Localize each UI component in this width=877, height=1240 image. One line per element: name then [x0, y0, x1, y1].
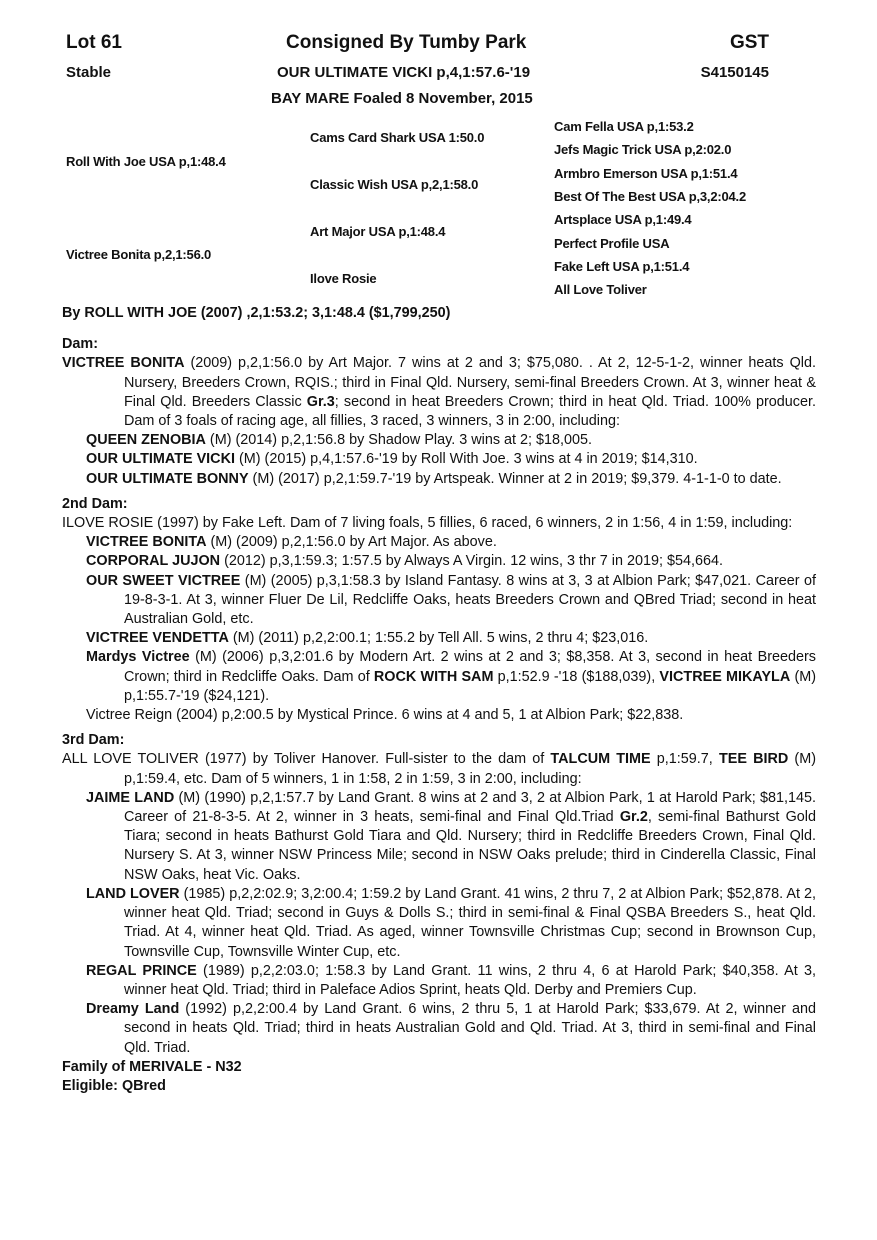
progeny-text: (1992) p,2,2:00.4 by Land Grant. 6 wins, 2 thru 5, 1 at Harold Park; $33,679. At 2, winner and second in heats Qld. Triad; third in heats Australian Gold and Qld. Triad. At 3, third in semi-final and Final Qld. Triad. — [124, 1001, 816, 1056]
progeny-entry — [62, 552, 816, 571]
progeny-text: (1985) p,2,2:02.9; 3,2:00.4; 1:59.2 by Land Grant. 41 wins, 2 thru 7, 2 at Albion Park; $52,878. At 2, winner heat Qld. Triad; second in Guys & Dolls S.; third in semi-final & Final QSBA Breeders S., heat Qld. Triad. At 4, winner heat Qld. Triad. As aged, winner Townsville Christmas Cup; second in Brownson Cup, Townsville Cup, Townsville Winter Cup, etc. — [124, 885, 816, 960]
third-dam-text: p,1:59.7, — [650, 751, 719, 768]
progeny-name: OUR ULTIMATE VICKI — [86, 451, 235, 468]
progeny-name: OUR ULTIMATE BONNY — [86, 470, 249, 487]
pedigree-grandparent: Ilove Rosie — [310, 271, 377, 286]
progeny-name: JAIME LAND — [86, 789, 175, 806]
progeny-entry — [62, 885, 816, 962]
third-dam-text: (M) p,1:59.4, etc. Dam of 5 winners, 1 in 1:58, 2 in 1:59, 3 in 2:00, including: — [124, 751, 816, 787]
progeny-entry — [62, 470, 816, 489]
second-dam-heading: 2nd Dam: — [62, 495, 128, 512]
progeny-text: (1989) p,2,2:03.0; 1:58.3 by Land Grant. 11 wins, 2 thru 4, 6 at Harold Park; $40,358. At 3, winner heat Qld. Triad; third in Paleface Adios Sprint, heats Qld. Derby and Premiers Cup. — [124, 962, 816, 998]
progeny-text: (M) (2006) p,3,2:01.6 by Modern Art. 2 wins at 2 and 3; $8,358. At 3, second in heat Breeders Crown; third in Redcliffe Oaks. Dam of — [124, 649, 816, 685]
pedigree-sire: Roll With Joe USA p,1:48.4 — [66, 154, 226, 169]
pedigree-great-grandparent: Best Of The Best USA p,3,2:04.2 — [554, 189, 746, 204]
progeny-entry — [62, 431, 816, 450]
progeny-text: (M) (2005) p,3,1:58.3 by Island Fantasy. 8 wins at 3, 3 at Albion Park; $47,021. Career of 19-8-3-1. At 3, winner Fluer De Lil, Redcliffe Oaks, heats Breeders Crown and QBred Triad; second in heat Australian Gold, etc. — [124, 572, 816, 628]
foaled-line: BAY MARE Foaled 8 November, 2015 — [271, 90, 533, 107]
pedigree-grandparent: Art Major USA p,1:48.4 — [310, 224, 446, 239]
progeny-text: p,1:52.9 -'18 ($188,039), — [493, 668, 660, 685]
second-dam-entry: ILOVE ROSIE (1997) by Fake Left. Dam of 7 living foals, 5 fillies, 6 raced, 6 winners, 2 in 1:56, 4 in 1:59, including: — [62, 515, 793, 532]
progeny-text: (M) (2009) p,2,1:56.0 by Art Major. As above. — [206, 534, 497, 551]
dam-text: (2009) p,2,1:56.0 by Art Major. 7 wins at 2 and 3; $75,080. . At 2, 12-5-1-2, winner heats Qld. Nursery, Breeders Crown, RQIS.; third in Final Qld. Nursery, semi-final Breeders Crown. At 3, winner heat & Final Qld. Breeders Classic — [124, 355, 816, 410]
pedigree-grandparent: Classic Wish USA p,2,1:58.0 — [310, 177, 479, 192]
eligible-line: Eligible: QBred — [62, 1077, 166, 1094]
progeny-name: QUEEN ZENOBIA — [86, 432, 206, 449]
third-dam-entry — [62, 750, 816, 788]
progeny-name: Mardys Victree — [86, 649, 190, 666]
third-dam-heading: 3rd Dam: — [62, 732, 125, 749]
progeny-entry — [62, 533, 816, 552]
progeny-name: LAND LOVER — [86, 885, 180, 902]
progeny-name: VICTREE BONITA — [86, 534, 207, 551]
progeny-offspring-name: VICTREE MIKAYLA — [659, 668, 791, 685]
dam-heading: Dam: — [62, 336, 98, 353]
catalogue-body — [62, 304, 816, 1096]
progeny-text: (M) (2014) p,2,1:56.8 by Shadow Play. 3 wins at 2; $18,005. — [205, 432, 593, 449]
dam-entry — [62, 354, 816, 431]
pedigree-great-grandparent: Perfect Profile USA — [554, 236, 670, 251]
consignor: Consigned By Tumby Park — [286, 32, 527, 53]
progeny-entry — [62, 1000, 816, 1058]
stud-id: S4150145 — [700, 64, 769, 81]
family-line: Family of MERIVALE - N32 — [62, 1058, 242, 1075]
progeny-text: (M) (2015) p,4,1:57.6-'19 by Roll With Joe. 3 wins at 4 in 2019; $14,310. — [234, 451, 698, 468]
pedigree-great-grandparent: All Love Toliver — [554, 282, 647, 297]
stable-label: Stable — [66, 64, 112, 81]
pedigree-grandparent: Cams Card Shark USA 1:50.0 — [310, 130, 485, 145]
related-horse-name: TALCUM TIME — [550, 751, 651, 768]
dam-text: ; second in heat Breeders Crown; third in heat Qld. Triad. 100% producer. Dam of 3 foals of racing age, all fillies, 3 raced, 3 winners, 3 in 2:00, including: — [124, 393, 816, 430]
progeny-text: (M) p,1:55.7-'19 ($24,121). — [124, 668, 817, 704]
pedigree-great-grandparent: Armbro Emerson USA p,1:51.4 — [554, 166, 738, 181]
progeny-entry — [62, 789, 816, 885]
third-dam-text: ALL LOVE TOLIVER (1977) by Toliver Hanover. Full-sister to the dam of — [62, 751, 551, 768]
progeny-text: (2012) p,3,1:59.3; 1:57.5 by Always A Virgin. 12 wins, 3 thr 7 in 2019; $54,664. — [220, 553, 724, 570]
pedigree-great-grandparent: Artsplace USA p,1:49.4 — [554, 212, 692, 227]
grade-badge: Gr.3 — [306, 393, 335, 410]
pedigree-great-grandparent: Fake Left USA p,1:51.4 — [554, 259, 690, 274]
dam-name: VICTREE BONITA — [62, 355, 185, 372]
progeny-name: Dreamy Land — [86, 1001, 180, 1018]
progeny-entry — [62, 572, 816, 630]
related-horse-name: TEE BIRD — [718, 751, 789, 768]
pedigree-great-grandparent: Jefs Magic Trick USA p,2:02.0 — [554, 142, 732, 157]
grade-badge: Gr.2 — [619, 809, 648, 826]
progeny-entry — [62, 629, 816, 648]
progeny-name: OUR SWEET VICTREE — [86, 572, 241, 589]
gst-label: GST — [729, 32, 769, 53]
progeny-text: , semi-final Bathurst Gold Tiara; second in heats Bathurst Gold Tiara and Qld. Nursery; third in Redcliffe Breeders Crown, Final Qld. Nursery S. At 3, winner NSW Princess Mile; second in NSW Oaks prelude; third in Cinderella Classic, Final NSW Oaks, heat Vic. Oaks. — [124, 809, 816, 883]
progeny-name: CORPORAL JUJON — [86, 553, 221, 570]
progeny-name: REGAL PRINCE — [86, 962, 197, 979]
progeny-entry — [62, 450, 816, 469]
progeny-name: VICTREE VENDETTA — [86, 630, 229, 647]
progeny-entry — [62, 962, 816, 1000]
progeny-text: (M) (2011) p,2,2:00.1; 1:55.2 by Tell All. 5 wins, 2 thru 4; $23,016. — [228, 630, 649, 647]
progeny-text: (M) (2017) p,2,1:59.7-'19 by Artspeak. Winner at 2 in 2019; $9,379. 4-1-1-0 to date. — [248, 470, 782, 487]
pedigree-great-grandparent: Cam Fella USA p,1:53.2 — [554, 119, 694, 134]
horse-title: OUR ULTIMATE VICKI p,4,1:57.6-'19 — [277, 64, 531, 81]
progeny-offspring-name: ROCK WITH SAM — [373, 668, 494, 685]
pedigree-dam: Victree Bonita p,2,1:56.0 — [66, 247, 212, 262]
sire-line: By ROLL WITH JOE (2007) ,2,1:53.2; 3,1:48.4 ($1,799,250) — [62, 305, 451, 321]
progeny-text: (M) (1990) p,2,1:57.7 by Land Grant. 8 wins at 2 and 3, 2 at Albion Park, 1 at Harold Park; $81,145. Career of 21-8-3-5. At 2, winner in 3 heats, semi-final and Final Qld.Triad — [124, 789, 816, 826]
progeny-entry — [62, 648, 816, 706]
lot-number: Lot 61 — [66, 32, 122, 53]
progeny-entry: Victree Reign (2004) p,2:00.5 by Mystical Prince. 6 wins at 4 and 5, 1 at Albion Park; $22,838. — [86, 707, 684, 724]
